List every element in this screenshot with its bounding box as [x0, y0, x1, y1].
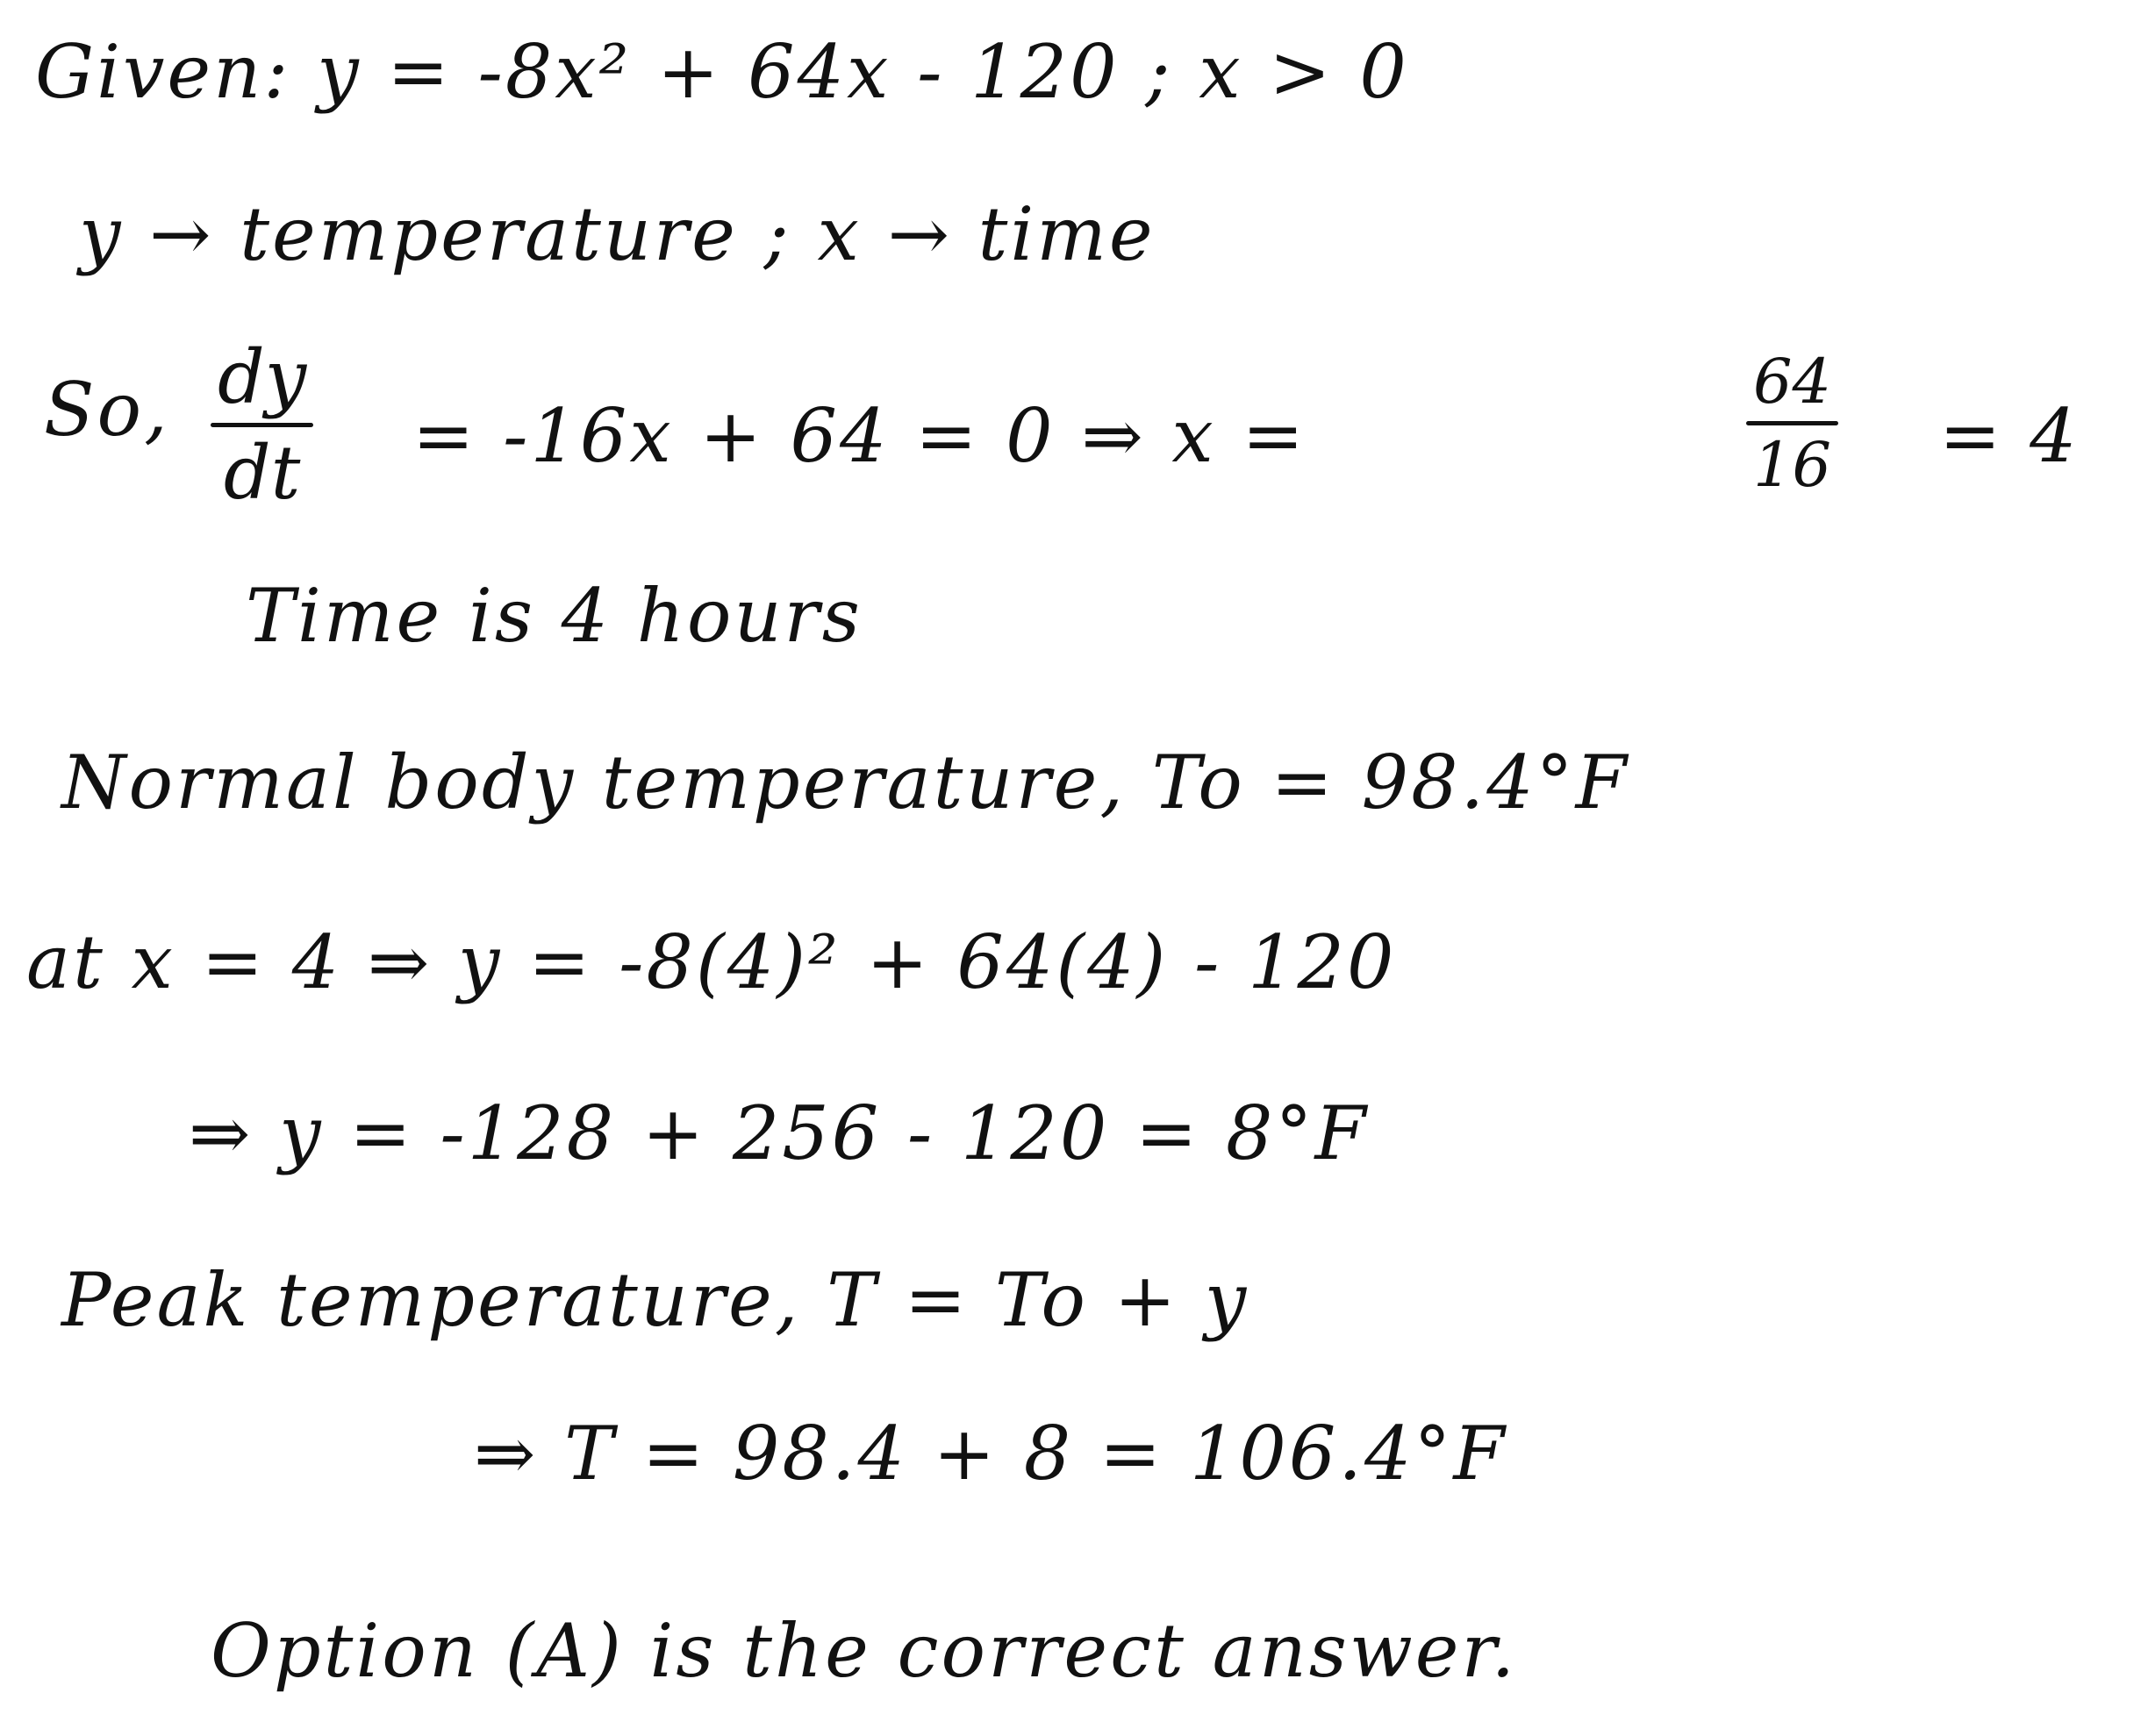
t-calculation-line: ⇒ T = 98.4 + 8 = 106.4°F [474, 1411, 1507, 1497]
fraction-bar [211, 423, 313, 427]
substitution-line: at x = 4 ⇒ y = -8(4)² + 64(4) - 120 [26, 919, 1397, 1005]
fraction-bar [1746, 421, 1838, 425]
derivative-numerator: dy [218, 334, 307, 420]
derivative-equation: = -16x + 64 = 0 ⇒ x = [412, 393, 1307, 479]
x-fraction-numerator: 64 [1753, 346, 1832, 418]
variable-definitions-line: y → temperature ; x → time [79, 191, 1156, 277]
y-calculation-line: ⇒ y = -128 + 256 - 120 = 8°F [189, 1090, 1369, 1176]
given-equation-line: Given: y = -8x² + 64x - 120 ; x > 0 [35, 29, 1409, 115]
x-fraction-denominator: 16 [1753, 429, 1832, 501]
x-result: = 4 [1939, 393, 2080, 479]
derivative-denominator: dt [223, 430, 301, 516]
so-label: So, [44, 367, 170, 453]
normal-temperature-line: Normal body temperature, To = 98.4°F [61, 739, 1629, 825]
derivative-fraction [211, 334, 313, 516]
answer-line: Option (A) is the correct answer. [211, 1608, 1518, 1694]
time-result-line: Time is 4 hours [246, 573, 863, 659]
x-fraction [1746, 346, 1838, 501]
peak-temperature-line: Peak temperature, T = To + y [61, 1257, 1249, 1343]
